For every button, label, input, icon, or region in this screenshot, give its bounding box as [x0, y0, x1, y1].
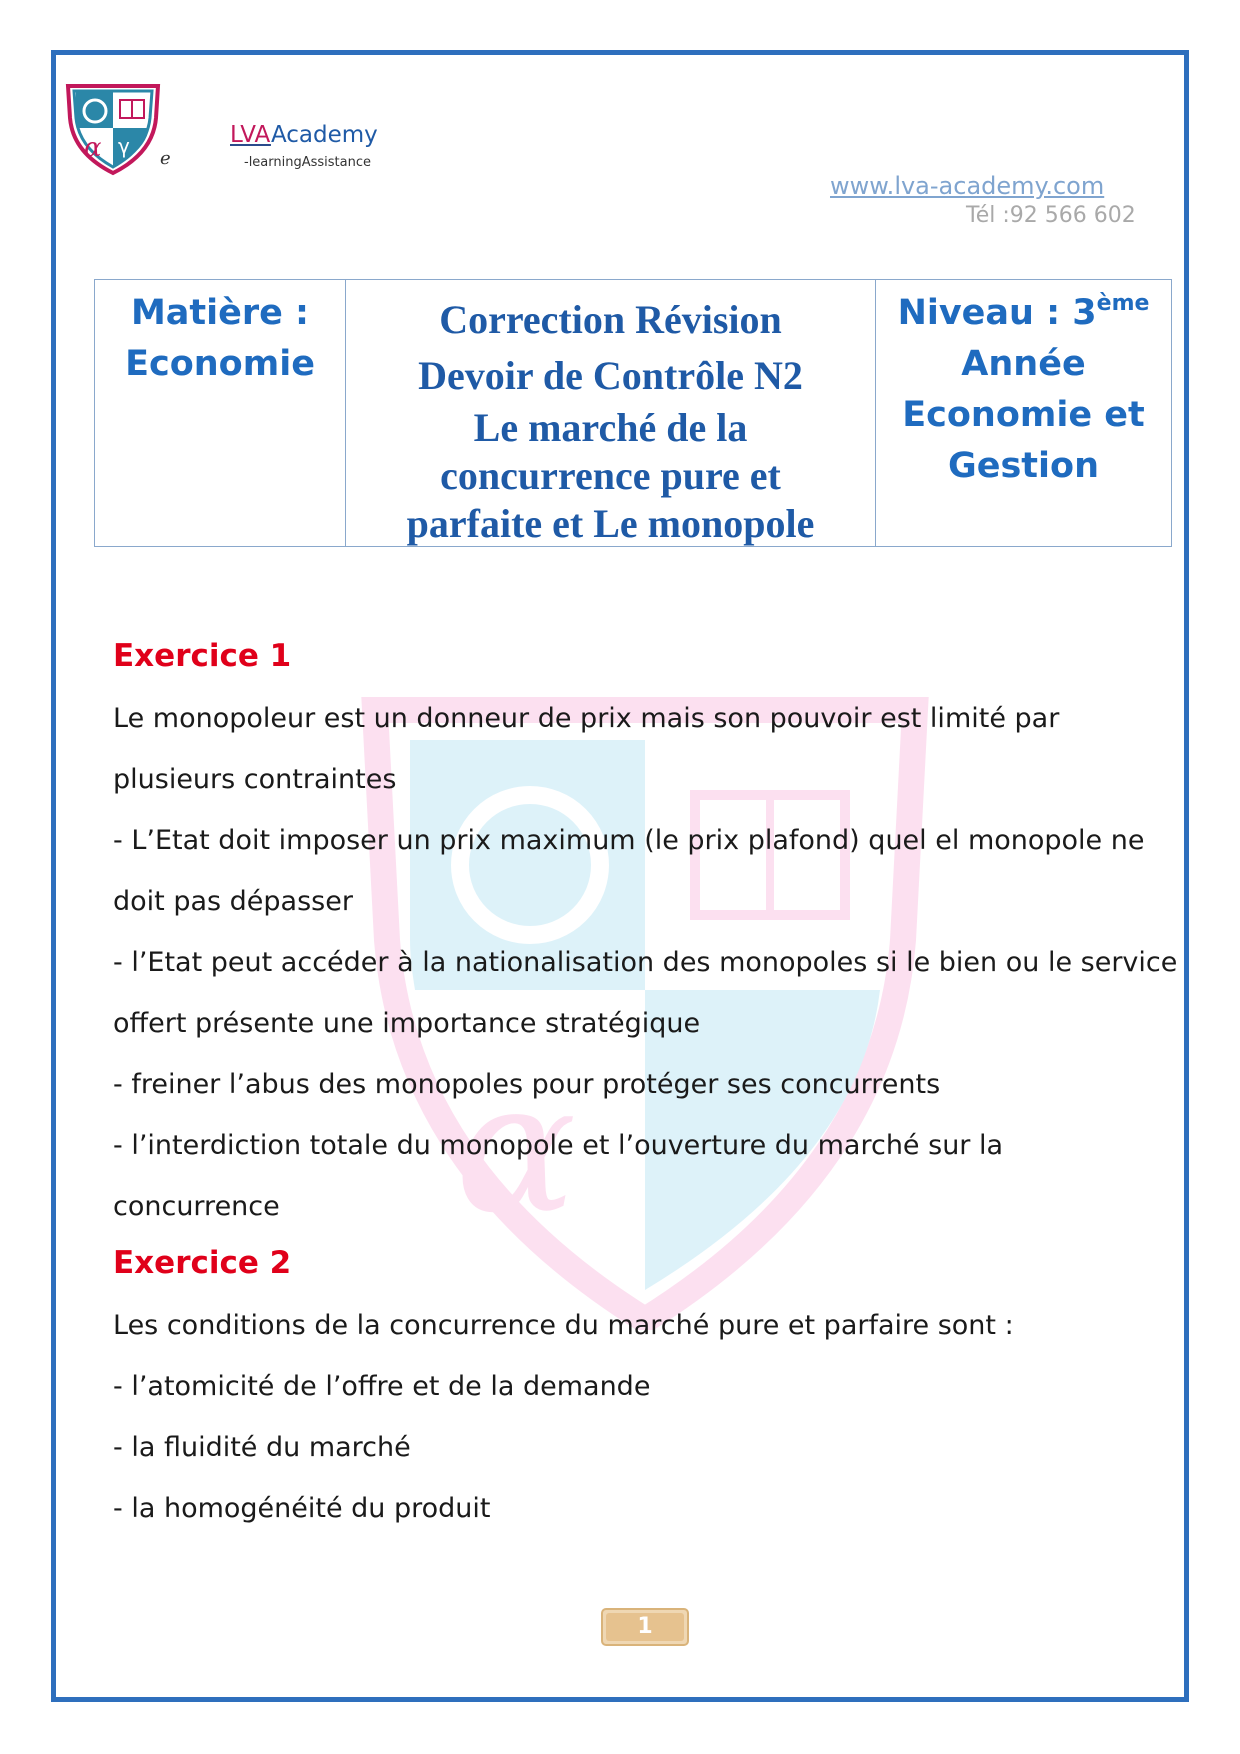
exercise-1-line: concurrence	[113, 1191, 280, 1222]
exercise-1-line: doit pas dépasser	[113, 886, 353, 917]
header-table	[94, 279, 1172, 547]
svg-text:γ: γ	[118, 134, 130, 158]
lva-academy-logo	[58, 78, 168, 178]
phone-number: Tél :92 566 602	[966, 203, 1136, 228]
title-cell	[346, 280, 876, 546]
exercise-2-line: - la homogénéité du produit	[113, 1493, 491, 1524]
level-section-1: Economie et	[902, 395, 1145, 435]
page-number: 1	[606, 1613, 684, 1641]
logo-e-letter: e	[160, 148, 171, 169]
svg-text:α: α	[84, 133, 102, 163]
website-link[interactable]: www.lva-academy.com	[830, 172, 1105, 200]
level-cell	[876, 280, 1171, 546]
title-line-3: Le marché de la	[473, 405, 748, 450]
level-prefix: Niveau : 3	[897, 293, 1097, 333]
level-label	[876, 288, 1171, 339]
exercise-1-line: - l’Etat peut accéder à la nationalisation des monopoles si le bien ou le service	[113, 947, 1178, 978]
exercise-1-line: offert présente une importance stratégique	[113, 1008, 701, 1039]
brand-academy: Academy	[270, 122, 378, 148]
subject-value: Economie	[125, 344, 315, 384]
title-line-5: parfaite et Le monopole	[406, 501, 815, 546]
document-body	[113, 630, 1178, 1539]
brand-lva: LVA	[230, 122, 271, 148]
title-line-4: concurrence pure et	[440, 453, 781, 498]
title-line-2: Devoir de Contrôle N2	[418, 353, 803, 398]
exercise-1-line: - freiner l’abus des monopoles pour protéger ses concurrents	[113, 1069, 941, 1100]
exercise-1-line: plusieurs contraintes	[113, 764, 397, 795]
svg-text:α: α	[455, 1044, 577, 1253]
title-line-1: Correction Révision	[439, 297, 782, 342]
exercise-1-line: - l’interdiction totale du monopole et l’ouverture du marché sur la	[113, 1130, 1004, 1161]
brand-name	[230, 122, 378, 148]
level-superscript: ème	[1096, 291, 1150, 316]
brand-tagline: -learningAssistance	[244, 155, 371, 170]
exercise-1-line: Le monopoleur est un donneur de prix mais son pouvoir est limité par	[113, 703, 1060, 734]
exercise-1-line: - L’Etat doit imposer un prix maximum (le prix plafond) quel el monopole ne	[113, 825, 1145, 856]
subject-label: Matière :	[130, 293, 310, 333]
exercise-2-line: - l’atomicité de l’offre et de la demande	[113, 1371, 651, 1402]
exercise-2-line: - la fluidité du marché	[113, 1432, 411, 1463]
exercise-1-heading: Exercice 1	[113, 638, 292, 674]
level-year: Année	[961, 344, 1086, 384]
exercise-2-line: Les conditions de la concurrence du marché pure et parfaire sont :	[113, 1310, 1014, 1341]
exercise-2-heading: Exercice 2	[113, 1245, 292, 1281]
level-section-2: Gestion	[948, 446, 1099, 486]
subject-cell	[95, 280, 346, 546]
page-number-badge	[601, 1608, 689, 1646]
